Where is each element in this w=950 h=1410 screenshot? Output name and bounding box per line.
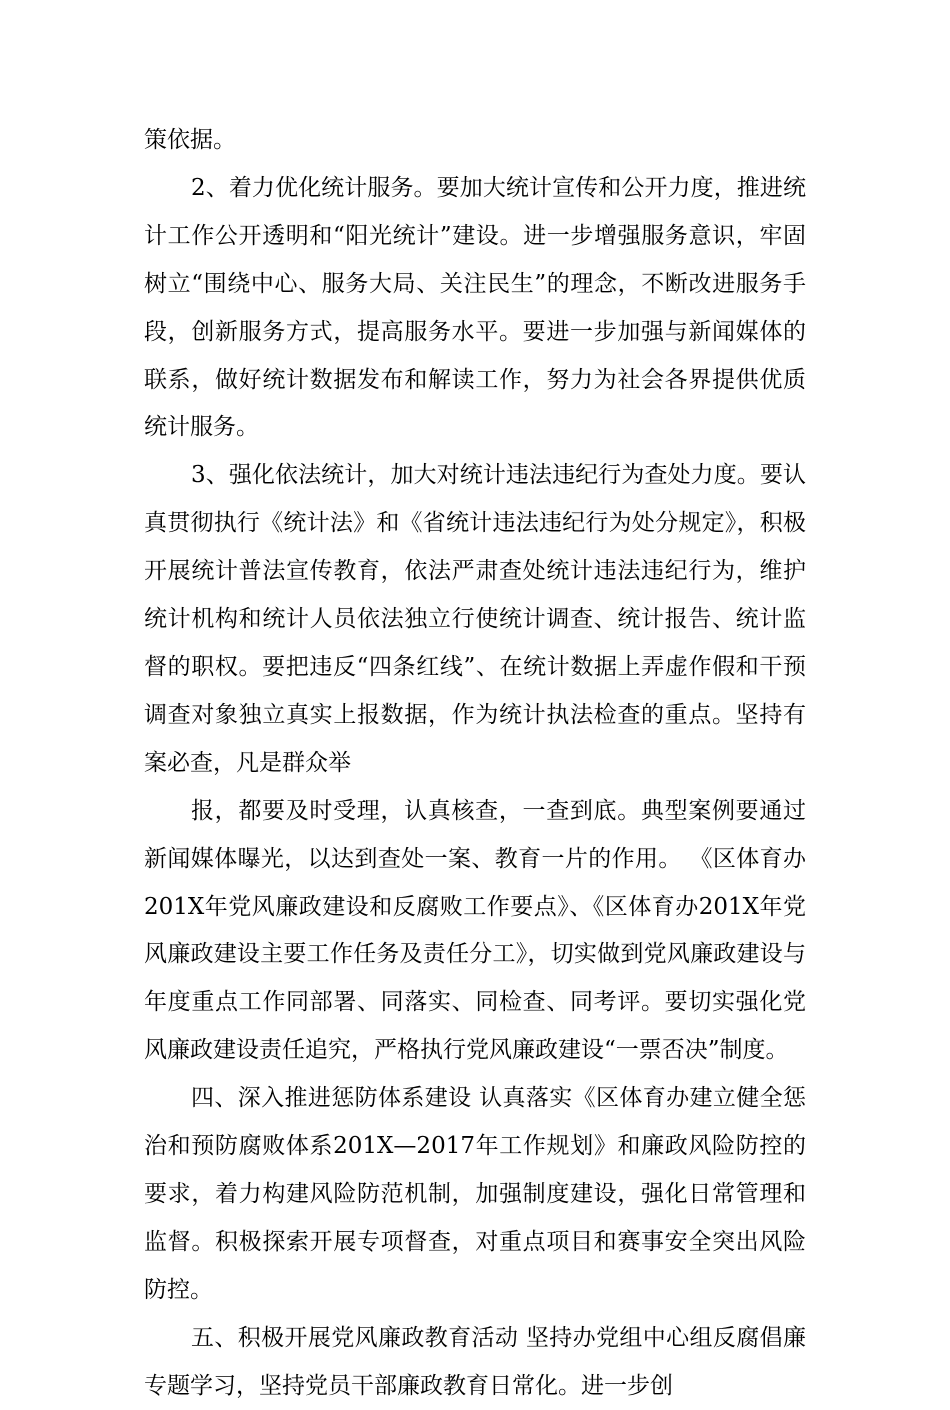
paragraph-1: 策依据。 [144,127,236,153]
paragraph-4: 报，都要及时受理，认真核查，一查到底。典型案例要通过新闻媒体曝光，以达到查处一案、教育一片的作用。 《区体育办201X年党风廉政建设和反腐败工作要点》、《区体育办201X年党风廉政建设主要工作任务及责任分工》，切实做到党风廉政建设与年度重点工作同部署、同落实、同检查、同考评。要切实强化党风廉政建设责任追究，严格执行党风廉政建设“一票否决”制度。 [144,797,806,1064]
paragraph-6: 五、积极开展党风廉政教育活动 坚持办党组中心组反腐倡廉专题学习，坚持党员干部廉政教育日常化。进一步创 [144,1324,806,1399]
document-page [144,117,806,1410]
paragraph-2: 2、着力优化统计服务。要加大统计宣传和公开力度，推进统计工作公开透明和“阳光统计”建设。进一步增强服务意识，牢固树立“围绕中心、服务大局、关注民生”的理念，不断改进服务手段，创新服务方式，提高服务水平。要进一步加强与新闻媒体的联系，做好统计数据发布和解读工作，努力为社会各界提供优质统计服务。 [144,174,806,441]
paragraph-5: 四、深入推进惩防体系建设 认真落实《区体育办建立健全惩治和预防腐败体系201X—2017年工作规划》和廉政风险防控的要求，着力构建风险防范机制，加强制度建设，强化日常管理和监督。积极探索开展专项督查，对重点项目和赛事安全突出风险防控。 [144,1085,806,1303]
paragraph-3: 3、强化依法统计，加大对统计违法违纪行为查处力度。要认真贯彻执行《统计法》和《省统计违法违纪行为处分规定》，积极开展统计普法宣传教育，依法严肃查处统计违法违纪行为，维护统计机构和统计人员依法独立行使统计调查、统计报告、统计监督的职权。要把违反“四条红线”、在统计数据上弄虚作假和干预调查对象独立真实上报数据，作为统计执法检查的重点。坚持有案必查，凡是群众举 [144,462,806,776]
